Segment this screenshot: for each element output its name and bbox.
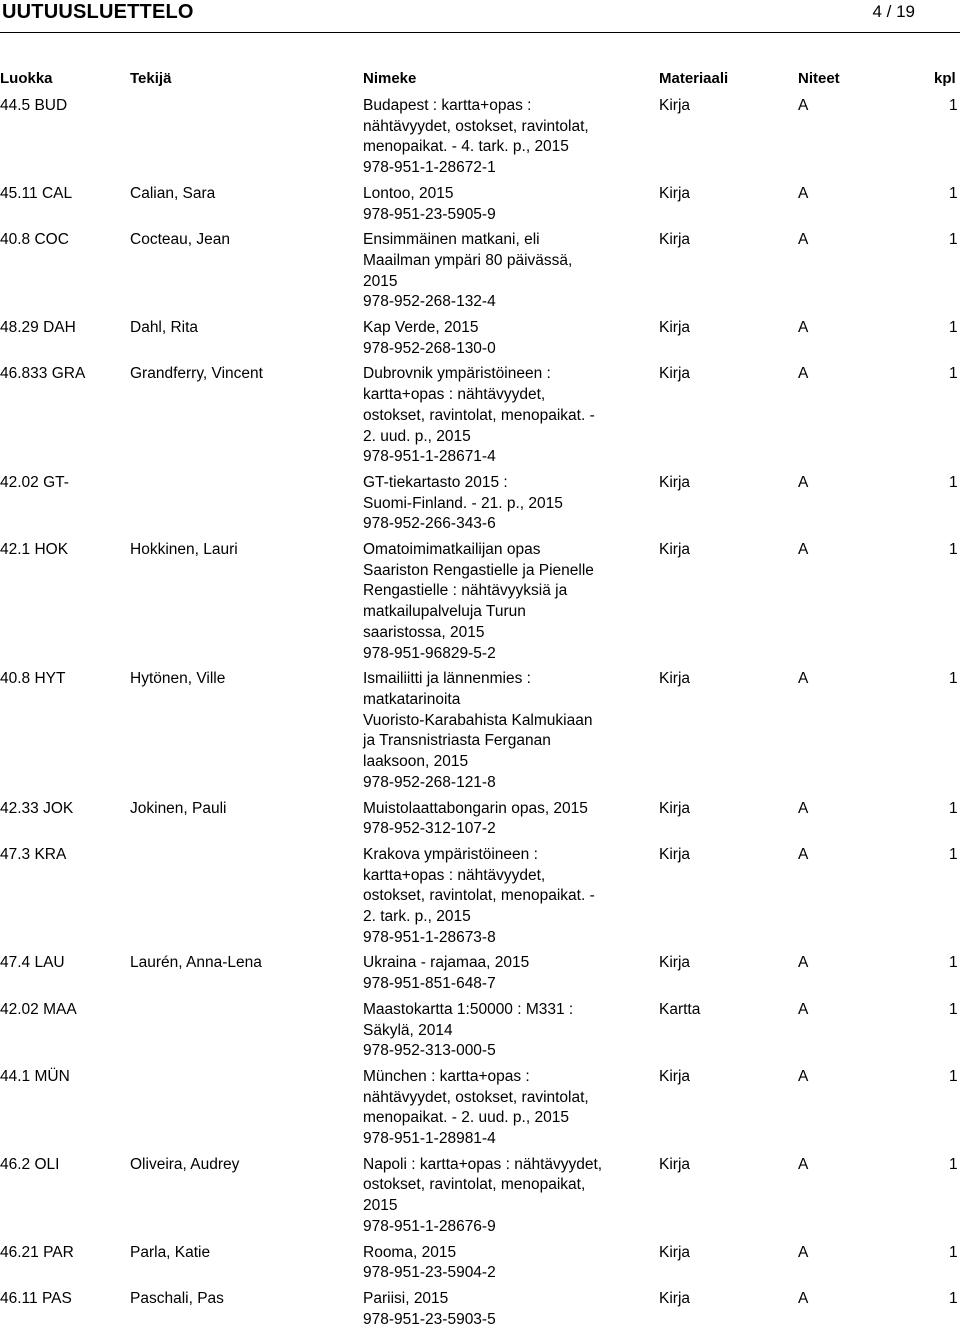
title-line: Omatoimimatkailijan opas (363, 541, 541, 559)
title-line: 978-951-1-28671-4 (363, 448, 496, 466)
material-type: Kirja (659, 541, 691, 559)
table-row (0, 318, 960, 364)
page-title: UUTUUSLUETTELO (2, 1, 194, 23)
author-name: Hytönen, Ville (130, 670, 226, 688)
author-name: Parla, Katie (130, 1243, 211, 1261)
title-line: Krakova ympäristöineen : (363, 845, 538, 863)
title-line: Lontoo, 2015 (363, 184, 454, 202)
column-header-title: Nimeke (363, 70, 417, 87)
title-line: 2. uud. p., 2015 (363, 427, 471, 445)
title-line: 978-952-266-343-6 (363, 515, 496, 533)
material-type: Kirja (659, 97, 691, 114)
page-number: 4 / 19 (872, 2, 915, 21)
title-line: Rengastielle : nähtävyyksiä ja (363, 582, 568, 600)
author-name: Dahl, Rita (130, 319, 199, 337)
table-row (0, 669, 960, 798)
title-line: 978-951-23-5904-2 (363, 1264, 496, 1282)
title-line: saaristossa, 2015 (363, 623, 485, 641)
title-line: 978-952-268-121-8 (363, 773, 496, 791)
classification-code: 40.8 COC (0, 231, 69, 249)
author-name: Laurén, Anna-Lena (130, 954, 262, 972)
material-type: Kirja (659, 954, 691, 972)
table-row (0, 184, 960, 230)
notes-value: A (798, 1000, 809, 1018)
title-line: Suomi-Finland. - 21. p., 2015 (363, 494, 563, 512)
classification-code: 46.21 PAR (0, 1243, 74, 1261)
author-name: Hokkinen, Lauri (130, 541, 238, 559)
title-line: Dubrovnik ympäristöineen : (363, 365, 551, 383)
material-type: Kirja (659, 365, 691, 383)
title-block (363, 1155, 633, 1238)
quantity-value: 1 (949, 845, 958, 863)
material-type: Kirja (659, 473, 691, 491)
material-type: Kirja (659, 1289, 691, 1307)
title-line: Maailman ympäri 80 päivässä, (363, 251, 573, 269)
material-type: Kirja (659, 184, 691, 202)
quantity-value: 1 (949, 954, 958, 972)
title-block (363, 845, 633, 949)
classification-code: 45.11 CAL (0, 184, 73, 202)
title-line: ostokset, ravintolat, menopaikat. - (363, 406, 595, 424)
material-type: Kirja (659, 1155, 691, 1173)
quantity-value: 1 (949, 319, 958, 337)
table-row (0, 230, 960, 318)
notes-value: A (798, 365, 809, 383)
title-line: 978-951-96829-5-2 (363, 644, 496, 662)
table-row (0, 1155, 960, 1243)
title-block (363, 799, 633, 840)
title-line: matkatarinoita (363, 690, 461, 708)
notes-value: A (798, 184, 809, 202)
title-line: Ukraina - rajamaa, 2015 (363, 954, 530, 972)
author-name: Oliveira, Audrey (130, 1155, 240, 1173)
classification-code: 48.29 DAH (0, 319, 76, 337)
column-header-notes: Niteet (798, 70, 840, 87)
notes-value: A (798, 1067, 809, 1085)
table-row (0, 1000, 960, 1067)
table-row (0, 845, 960, 954)
title-line: 978-952-312-107-2 (363, 820, 496, 838)
notes-value: A (798, 1289, 809, 1307)
title-block (363, 1000, 633, 1062)
material-type: Kirja (659, 319, 691, 337)
table-row (0, 96, 960, 184)
quantity-value: 1 (949, 365, 958, 383)
quantity-value: 1 (949, 473, 958, 491)
quantity-value: 1 (949, 184, 958, 202)
material-type: Kirja (659, 1243, 691, 1261)
table-row (0, 1067, 960, 1155)
title-line: Rooma, 2015 (363, 1243, 457, 1261)
notes-value: A (798, 1155, 809, 1173)
title-line: 978-951-851-648-7 (363, 975, 496, 993)
title-line: Saariston Rengastielle ja Pienelle (363, 561, 594, 579)
title-line: matkailupalveluja Turun (363, 603, 526, 621)
column-header-qty: kpl (934, 70, 956, 87)
title-block (363, 669, 633, 793)
title-block (363, 1067, 633, 1150)
quantity-value: 1 (949, 231, 958, 249)
quantity-value: 1 (949, 1155, 958, 1173)
title-line: ostokset, ravintolat, menopaikat, (363, 1176, 586, 1194)
title-line: 978-951-1-28673-8 (363, 928, 496, 946)
classification-code: 46.833 GRA (0, 365, 86, 383)
classification-code: 42.1 HOK (0, 541, 69, 559)
material-type: Kirja (659, 670, 691, 688)
notes-value: A (798, 670, 809, 688)
title-line: München : kartta+opas : (363, 1067, 530, 1085)
classification-code: 47.3 KRA (0, 845, 67, 863)
title-line: Pariisi, 2015 (363, 1289, 449, 1307)
classification-code: 42.33 JOK (0, 799, 74, 817)
table-row (0, 364, 960, 473)
author-name: Calian, Sara (130, 184, 216, 202)
notes-value: A (798, 799, 809, 817)
table-row (0, 473, 960, 540)
title-line: kartta+opas : nähtävyydet, (363, 866, 546, 884)
classification-code: 44.1 MÜN (0, 1067, 70, 1085)
classification-code: 44.5 BUD (0, 97, 68, 114)
title-line: Maastokartta 1:50000 : M331 : (363, 1000, 574, 1018)
material-type: Kirja (659, 799, 691, 817)
column-header-author: Tekijä (130, 70, 172, 87)
material-type: Kirja (659, 1067, 691, 1085)
material-type: Kirja (659, 231, 691, 249)
title-line: 978-951-1-28672-1 (363, 159, 496, 177)
classification-code: 42.02 GT- (0, 473, 69, 491)
notes-value: A (798, 319, 809, 337)
title-line: Ensimmäinen matkani, eli (363, 231, 540, 249)
title-line: nähtävyydet, ostokset, ravintolat, (363, 117, 589, 135)
author-name: Cocteau, Jean (130, 231, 230, 249)
title-block (363, 318, 633, 359)
quantity-value: 1 (949, 670, 958, 688)
notes-value: A (798, 231, 809, 249)
title-block (363, 953, 633, 994)
classification-code: 46.2 OLI (0, 1155, 60, 1173)
title-line: nähtävyydet, ostokset, ravintolat, (363, 1088, 589, 1106)
quantity-value: 1 (949, 541, 958, 559)
author-name: Jokinen, Pauli (130, 799, 227, 817)
table-row (0, 1243, 960, 1289)
quantity-value: 1 (949, 1000, 958, 1018)
title-line: 978-951-1-28981-4 (363, 1130, 496, 1148)
title-block (363, 1243, 633, 1284)
table-row (0, 799, 960, 845)
title-line: 2015 (363, 1197, 398, 1215)
quantity-value: 1 (949, 1243, 958, 1261)
title-block (363, 540, 633, 664)
title-line: laaksoon, 2015 (363, 753, 469, 771)
classification-code: 40.8 HYT (0, 670, 66, 688)
title-block (363, 184, 633, 225)
title-line: menopaikat. - 2. uud. p., 2015 (363, 1109, 569, 1127)
notes-value: A (798, 541, 809, 559)
title-line: 2015 (363, 272, 398, 290)
title-line: 978-952-313-000-5 (363, 1042, 496, 1060)
material-type: Kirja (659, 845, 691, 863)
title-line: 978-952-268-130-0 (363, 339, 496, 357)
title-line: 978-952-268-132-4 (363, 293, 496, 311)
header-divider (0, 32, 960, 33)
quantity-value: 1 (949, 799, 958, 817)
classification-code: 42.02 MAA (0, 1000, 77, 1018)
title-block (363, 473, 633, 535)
title-line: menopaikat. - 4. tark. p., 2015 (363, 138, 569, 156)
quantity-value: 1 (949, 1067, 958, 1085)
table-row (0, 953, 960, 999)
title-line: Napoli : kartta+opas : nähtävyydet, (363, 1155, 603, 1173)
title-line: Säkylä, 2014 (363, 1021, 453, 1039)
title-line: 978-951-23-5905-9 (363, 205, 496, 223)
table-row (0, 1289, 960, 1335)
notes-value: A (798, 473, 809, 491)
title-line: Budapest : kartta+opas : (363, 97, 532, 114)
title-line: 2. tark. p., 2015 (363, 908, 471, 926)
classification-code: 47.4 LAU (0, 954, 65, 972)
title-block (363, 364, 633, 468)
notes-value: A (798, 845, 809, 863)
title-line: 978-951-23-5903-5 (363, 1310, 496, 1328)
title-block (363, 1289, 633, 1330)
author-name: Paschali, Pas (130, 1289, 224, 1307)
title-line: kartta+opas : nähtävyydet, (363, 386, 546, 404)
title-block (363, 96, 633, 179)
title-line: Kap Verde, 2015 (363, 319, 479, 337)
title-line: Ismailiitti ja lännenmies : (363, 670, 531, 688)
column-header-class: Luokka (0, 70, 53, 87)
table-row (0, 540, 960, 669)
title-line: GT-tiekartasto 2015 : (363, 473, 508, 491)
notes-value: A (798, 1243, 809, 1261)
quantity-value: 1 (949, 97, 958, 114)
column-header-material: Materiaali (659, 70, 729, 87)
title-line: 978-951-1-28676-9 (363, 1217, 496, 1235)
material-type: Kartta (659, 1000, 701, 1018)
title-line: ja Transnistriasta Ferganan (363, 732, 551, 750)
title-line: Vuoristo-Karabahista Kalmukiaan (363, 711, 593, 729)
quantity-value: 1 (949, 1289, 958, 1307)
classification-code: 46.11 PAS (0, 1289, 72, 1307)
author-name: Grandferry, Vincent (130, 365, 263, 383)
notes-value: A (798, 954, 809, 972)
catalog-list (0, 96, 960, 1335)
title-line: Muistolaattabongarin opas, 2015 (363, 799, 588, 817)
notes-value: A (798, 97, 809, 114)
title-block (363, 230, 633, 313)
title-line: ostokset, ravintolat, menopaikat. - (363, 887, 595, 905)
